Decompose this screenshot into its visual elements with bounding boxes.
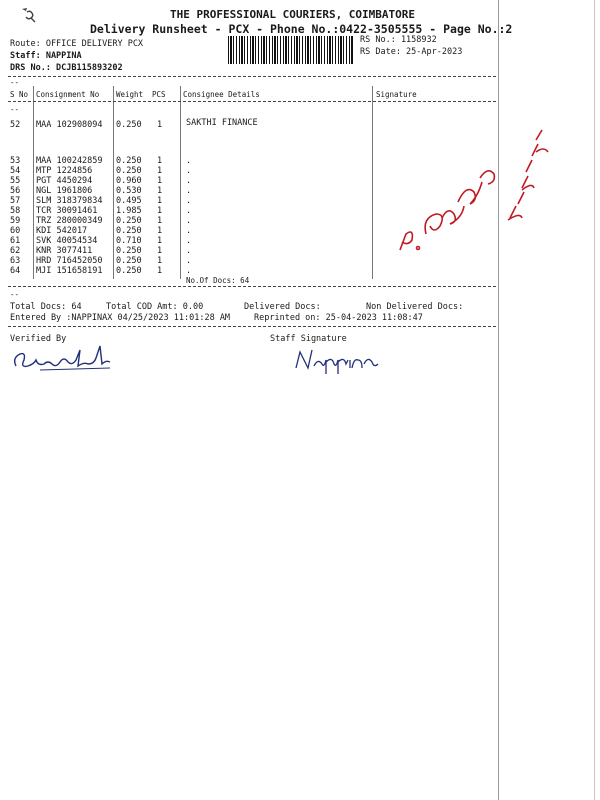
row-weight: 0.710 bbox=[116, 236, 142, 246]
row-consignee: . bbox=[186, 166, 192, 176]
row-weight: 0.530 bbox=[116, 186, 142, 196]
row-consignment: MJI 151658191 bbox=[36, 266, 103, 276]
summary-rule bbox=[8, 286, 496, 287]
table-top-marker: -- bbox=[10, 78, 20, 87]
row-sno: 52 bbox=[10, 120, 21, 130]
column-header-signature: Signature bbox=[376, 90, 417, 99]
row-sno: 54 bbox=[10, 166, 21, 176]
row-weight: 0.495 bbox=[116, 196, 142, 206]
reprinted-on: Reprinted on: 25-04-2023 11:08:47 bbox=[254, 313, 423, 323]
row-pcs: 1 bbox=[157, 166, 163, 176]
row-weight: 0.250 bbox=[116, 266, 142, 276]
row-consignment: MTP 1224856 bbox=[36, 166, 93, 176]
row-weight: 0.250 bbox=[116, 156, 142, 166]
row-sno: 64 bbox=[10, 266, 21, 276]
row-consignment: MAA 102908094 bbox=[36, 120, 103, 130]
rs-date: RS Date: 25-Apr-2023 bbox=[360, 47, 463, 57]
column-header-consignment: Consignment No bbox=[36, 90, 100, 99]
row-consignee: . bbox=[186, 196, 192, 206]
row-consignment: MAA 100242859 bbox=[36, 156, 103, 166]
row-weight: 0.250 bbox=[116, 246, 142, 256]
row-sno: 58 bbox=[10, 206, 21, 216]
company-name: THE PROFESSIONAL COURIERS, COIMBATORE bbox=[170, 8, 416, 21]
staff-signature-label: Staff Signature bbox=[270, 334, 347, 344]
row-consignment: KNR 3077411 bbox=[36, 246, 93, 256]
row-pcs: 1 bbox=[157, 246, 163, 256]
row-sno: 60 bbox=[10, 226, 21, 236]
row-sno: 59 bbox=[10, 216, 21, 226]
scan-edge-line bbox=[594, 0, 595, 800]
column-header-sno: S No bbox=[10, 90, 29, 99]
scan-edge-line bbox=[498, 0, 499, 800]
row-consignee: . bbox=[186, 246, 192, 256]
row-consignment: SLM 318379834 bbox=[36, 196, 103, 206]
total-docs: Total Docs: 64 bbox=[10, 302, 82, 312]
row-sno: 61 bbox=[10, 236, 21, 246]
verified-by-signature bbox=[10, 342, 120, 376]
drs-number: DRS No.: DCJB115893202 bbox=[10, 63, 123, 73]
row-pcs: 1 bbox=[157, 120, 163, 130]
row-pcs: 1 bbox=[157, 226, 163, 236]
row-consignee: . bbox=[186, 206, 192, 216]
runsheet-title: Delivery Runsheet - PCX - Phone No.:0422-3505555 - Page No.:2 bbox=[90, 22, 513, 36]
row-sno: 53 bbox=[10, 156, 21, 166]
entered-by: Entered By :NAPPINAX 04/25/2023 11:01:28 AM bbox=[10, 313, 231, 323]
row-pcs: 1 bbox=[157, 256, 163, 266]
summary-marker: -- bbox=[10, 290, 20, 299]
column-divider bbox=[372, 86, 373, 279]
row-weight: 0.250 bbox=[116, 166, 142, 176]
row-pcs: 1 bbox=[157, 206, 163, 216]
row-sno: 63 bbox=[10, 256, 21, 266]
total-cod-amount: Total COD Amt: 0.00 bbox=[106, 302, 204, 312]
row-weight: 0.250 bbox=[116, 216, 142, 226]
row-consignee: . bbox=[186, 226, 192, 236]
company-logo-icon bbox=[18, 6, 38, 24]
row-pcs: 1 bbox=[157, 236, 163, 246]
delivered-docs: Delivered Docs: bbox=[244, 302, 321, 312]
staff-signature bbox=[292, 346, 382, 374]
barcode-image bbox=[228, 36, 354, 64]
header-rule bbox=[8, 101, 496, 102]
column-header-pcs: PCS bbox=[152, 90, 166, 99]
header-marker: -- bbox=[10, 105, 20, 114]
row-consignee: . bbox=[186, 266, 192, 276]
row-consignee: . bbox=[186, 236, 192, 246]
row-consignment: HRD 716452050 bbox=[36, 256, 103, 266]
row-weight: 0.250 bbox=[116, 226, 142, 236]
summary-bottom-rule bbox=[8, 326, 496, 327]
row-weight: 1.985 bbox=[116, 206, 142, 216]
route-label: Route: OFFICE DELIVERY PCX bbox=[10, 39, 144, 49]
row-consignee: . bbox=[186, 176, 192, 186]
column-divider bbox=[180, 86, 181, 279]
row-pcs: 1 bbox=[157, 176, 163, 186]
row-consignee: SAKTHI FINANCE bbox=[186, 118, 258, 128]
row-sno: 57 bbox=[10, 196, 21, 206]
row-consignment: SVK 40054534 bbox=[36, 236, 98, 246]
verified-by-label: Verified By bbox=[10, 334, 67, 344]
row-consignment: TRZ 280000349 bbox=[36, 216, 103, 226]
row-sno: 55 bbox=[10, 176, 21, 186]
row-pcs: 1 bbox=[157, 186, 163, 196]
row-sno: 62 bbox=[10, 246, 21, 256]
row-pcs: 1 bbox=[157, 216, 163, 226]
column-header-weight: Weight bbox=[116, 90, 144, 99]
table-top-rule bbox=[8, 76, 496, 77]
row-pcs: 1 bbox=[157, 156, 163, 166]
row-consignee: . bbox=[186, 216, 192, 226]
row-weight: 0.250 bbox=[116, 256, 142, 266]
row-weight: 0.250 bbox=[116, 120, 142, 130]
staff-label: Staff: NAPPINA bbox=[10, 51, 82, 61]
row-consignee: . bbox=[186, 186, 192, 196]
receiver-signature bbox=[392, 122, 562, 262]
row-pcs: 1 bbox=[157, 196, 163, 206]
column-header-consignee: Consignee Details bbox=[183, 90, 260, 99]
row-pcs: 1 bbox=[157, 266, 163, 276]
row-consignment: PGT 4450294 bbox=[36, 176, 93, 186]
row-weight: 0.960 bbox=[116, 176, 142, 186]
column-divider bbox=[33, 86, 34, 279]
no-of-docs: No.Of Docs: 64 bbox=[186, 276, 250, 285]
column-divider bbox=[113, 86, 114, 279]
rs-number: RS No.: 1158932 bbox=[360, 35, 437, 45]
non-delivered-docs: Non Delivered Docs: bbox=[366, 302, 464, 312]
row-consignee: . bbox=[186, 156, 192, 166]
row-sno: 56 bbox=[10, 186, 21, 196]
row-consignment: NGL 1961806 bbox=[36, 186, 93, 196]
row-consignment: TCR 30091461 bbox=[36, 206, 98, 216]
row-consignment: KDI 542017 bbox=[36, 226, 88, 236]
row-consignee: . bbox=[186, 256, 192, 266]
